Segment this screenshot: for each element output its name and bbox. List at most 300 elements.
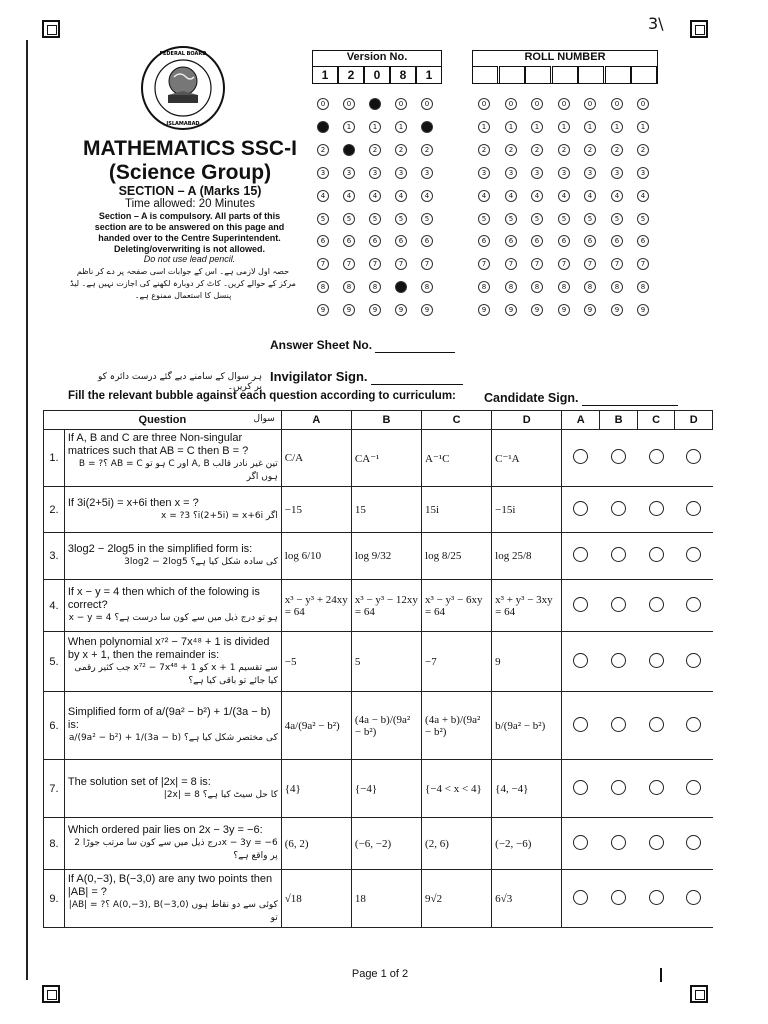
question-number: 3. (44, 533, 65, 580)
option-b-cell: x³ − y³ − 12xy = 64 (351, 580, 421, 632)
question-number: 7. (44, 760, 65, 818)
question-text: The solution set of |2x| = 8 is: (67, 775, 211, 788)
question-row (44, 632, 713, 692)
answer-b-cell (600, 632, 638, 692)
version-bubble[interactable]: 9 (343, 304, 355, 316)
version-bubble[interactable]: 0 (421, 98, 433, 110)
question-text-cell (64, 760, 281, 818)
roll-bubble[interactable]: 0 (505, 98, 517, 110)
answer-d-bubble[interactable] (686, 449, 701, 464)
roll-bubble[interactable]: 8 (584, 281, 596, 293)
answer-d-cell (675, 430, 713, 487)
answer-c-bubble[interactable] (649, 717, 664, 732)
option-c-cell: x³ − y³ − 6xy = 64 (422, 580, 492, 632)
answer-c-bubble[interactable] (649, 449, 664, 464)
version-bubble[interactable]: 1 (369, 121, 381, 133)
answer-a-cell (562, 870, 600, 928)
roll-bubble[interactable]: 6 (505, 235, 517, 247)
answer-b-cell (600, 760, 638, 818)
roll-bubble[interactable]: 4 (531, 190, 543, 202)
answer-b-bubble[interactable] (611, 717, 626, 732)
version-bubble[interactable] (369, 98, 381, 110)
answer-sheet-no-field[interactable] (375, 338, 455, 353)
version-bubble[interactable] (395, 281, 407, 293)
roll-bubble[interactable]: 5 (531, 213, 543, 225)
option-c-cell: 9√2 (422, 870, 492, 928)
roll-bubble[interactable]: 9 (531, 304, 543, 316)
option-b-cell: (4a − b)/(9a² − b²) (351, 692, 421, 760)
option-a-cell: −5 (281, 632, 351, 692)
version-bubble[interactable]: 8 (421, 281, 433, 293)
answer-sheet-no (270, 338, 455, 353)
answer-b-cell (600, 487, 638, 533)
roll-bubble[interactable]: 8 (478, 281, 490, 293)
answer-c-bubble[interactable] (649, 501, 664, 516)
answer-d-bubble[interactable] (686, 780, 701, 795)
answer-c-bubble[interactable] (649, 835, 664, 850)
question-urdu-text: جب کثیر رقمی x⁷² − 7x⁴⁸ + 1 کو x + 1 سے تقسیم کیا جائے تو باقی کیا ہے؟ (74, 662, 278, 686)
roll-bubble[interactable]: 9 (637, 304, 649, 316)
roll-bubble[interactable]: 6 (611, 235, 623, 247)
roll-bubble[interactable]: 2 (558, 144, 570, 156)
roll-bubble[interactable]: 8 (637, 281, 649, 293)
page-footer: Page 1 of 2 (351, 968, 409, 980)
version-bubble[interactable]: 9 (369, 304, 381, 316)
exam-group: (Science Group) (108, 161, 272, 184)
roll-bubble[interactable]: 1 (505, 121, 517, 133)
roll-bubble[interactable]: 5 (611, 213, 623, 225)
roll-bubble[interactable]: 0 (558, 98, 570, 110)
version-bubble[interactable]: 6 (395, 235, 407, 247)
roll-bubble[interactable]: 0 (611, 98, 623, 110)
roll-bubble[interactable]: 9 (558, 304, 570, 316)
question-text: Which ordered pair lies on 2x − 3y = −6: (67, 824, 263, 836)
answer-a-cell (562, 632, 600, 692)
roll-bubble[interactable]: 6 (531, 235, 543, 247)
roll-bubble[interactable]: 9 (505, 304, 517, 316)
version-bubble[interactable]: 7 (369, 258, 381, 270)
answer-b-bubble[interactable] (611, 547, 626, 562)
version-bubble[interactable]: 4 (421, 190, 433, 202)
answer-a-cell (562, 580, 600, 632)
question-urdu-text: |2x| = 8 کا حل سیٹ کیا ہے؟ (163, 789, 278, 800)
fill-instruction: Fill the relevant bubble against each question according to curriculum: (68, 390, 456, 402)
answer-d-cell (675, 487, 713, 533)
version-bubble[interactable]: 4 (317, 190, 329, 202)
answer-b-bubble[interactable] (611, 501, 626, 516)
answer-b-cell (600, 818, 638, 870)
urdu-instructions: حصہ اول لازمی ہے۔ اس کے جوابات اسی صفحہ پر دے کر ناظم مرکز کے حوالے کریں۔ کاٹ کر دوبارہ لکھنے کی اجازت نہیں ہے۔ لیڈ پنسل کا استعمال ممنوع ہے۔ (70, 267, 296, 300)
answer-a-bubble[interactable] (573, 597, 588, 612)
option-c-cell: −7 (422, 632, 492, 692)
answer-c-bubble[interactable] (649, 597, 664, 612)
question-text: Simplified form of a/(9a² − b²) + 1/(3a − b) is: (67, 706, 271, 731)
handwritten-corner-note: 3\ (648, 14, 664, 33)
version-bubble[interactable]: 3 (317, 167, 329, 179)
version-bubble[interactable]: 2 (421, 144, 433, 156)
version-bubble[interactable]: 5 (317, 213, 329, 225)
roll-bubble[interactable]: 9 (584, 304, 596, 316)
question-number: 9. (44, 870, 65, 928)
answer-c-bubble[interactable] (649, 653, 664, 668)
answer-d-bubble[interactable] (686, 717, 701, 732)
roll-bubble[interactable]: 7 (505, 258, 517, 270)
option-a-cell: log 6/10 (281, 533, 351, 580)
answer-d-bubble[interactable] (686, 597, 701, 612)
question-row (44, 692, 713, 760)
svg-text:FEDERAL BOARD: FEDERAL BOARD (159, 51, 207, 57)
roll-bubble[interactable]: 5 (637, 213, 649, 225)
version-bubble[interactable]: 4 (369, 190, 381, 202)
answer-b-bubble[interactable] (611, 780, 626, 795)
version-bubble[interactable]: 2 (395, 144, 407, 156)
option-b-cell: log 9/32 (351, 533, 421, 580)
roll-bubble[interactable]: 6 (584, 235, 596, 247)
version-bubble[interactable]: 5 (369, 213, 381, 225)
question-text-cell (64, 533, 281, 580)
question-text-cell (64, 632, 281, 692)
question-text: If A, B and C are three Non-singular matrices such that AB = C then B = ? (67, 432, 249, 457)
answer-c-bubble[interactable] (649, 890, 664, 905)
question-urdu-text: x − y = 4 ہو تو درج ذیل میں سے کون سا درست ہے؟ (68, 613, 278, 623)
roll-bubble[interactable]: 1 (558, 121, 570, 133)
roll-bubble[interactable]: 8 (611, 281, 623, 293)
version-digit-cell: 1 (312, 66, 338, 84)
registration-mark-bottom-right (690, 985, 708, 1003)
answer-sheet-label: Answer Sheet No. (270, 338, 373, 352)
answer-d-bubble[interactable] (686, 653, 701, 668)
option-d-cell: x³ + y³ − 3xy = 64 (492, 580, 562, 632)
roll-bubble[interactable]: 7 (478, 258, 490, 270)
option-a-cell: x³ − y³ + 24xy = 64 (281, 580, 351, 632)
version-bubble[interactable]: 5 (421, 213, 433, 225)
version-bubble[interactable]: 3 (395, 167, 407, 179)
answer-a-cell (562, 487, 600, 533)
version-bubble[interactable]: 6 (317, 235, 329, 247)
question-row (44, 580, 713, 632)
exam-title: MATHEMATICS SSC-I (83, 137, 297, 160)
invigilator-sign (270, 369, 463, 385)
roll-bubble[interactable]: 4 (505, 190, 517, 202)
answer-b-cell (600, 870, 638, 928)
version-bubble[interactable]: 1 (395, 121, 407, 133)
version-bubble[interactable]: 4 (343, 190, 355, 202)
roll-bubble[interactable]: 5 (505, 213, 517, 225)
version-bubble[interactable]: 9 (317, 304, 329, 316)
answer-a-bubble[interactable] (573, 890, 588, 905)
option-d-cell: 9 (492, 632, 562, 692)
option-a-cell: −15 (281, 487, 351, 533)
question-urdu-text: درج ذیل میں سے کون سا مرتب جوڑا 2x − 3y = −6 پر واقع ہے؟ (74, 838, 278, 861)
question-row (44, 818, 713, 870)
invigilator-label: Invigilator Sign. (270, 369, 368, 384)
roll-bubble[interactable]: 4 (637, 190, 649, 202)
roll-digit-cell[interactable] (605, 66, 631, 84)
roll-bubble[interactable]: 8 (531, 281, 543, 293)
roll-bubble[interactable]: 1 (531, 121, 543, 133)
answer-a-bubble[interactable] (573, 449, 588, 464)
option-d-header: D (492, 411, 562, 430)
option-d-cell: 6√3 (492, 870, 562, 928)
version-digit-cell: 1 (416, 66, 442, 84)
roll-bubble[interactable]: 4 (558, 190, 570, 202)
version-bubble[interactable]: 3 (421, 167, 433, 179)
roll-bubble[interactable]: 7 (558, 258, 570, 270)
answer-c-cell (637, 430, 675, 487)
roll-bubble[interactable]: 6 (558, 235, 570, 247)
roll-bubble[interactable]: 0 (637, 98, 649, 110)
answer-c-bubble[interactable] (649, 780, 664, 795)
roll-bubble[interactable]: 8 (505, 281, 517, 293)
question-urdu-text: B = ?؟ AB = C ہو تو C اور A, B تین غیر نادر قالب ہوں اگر (78, 459, 278, 482)
question-text-cell (64, 870, 281, 928)
version-bubble[interactable]: 1 (343, 121, 355, 133)
roll-bubble[interactable]: 1 (584, 121, 596, 133)
roll-bubble[interactable]: 7 (531, 258, 543, 270)
answer-a-bubble[interactable] (573, 653, 588, 668)
answer-d-cell (675, 533, 713, 580)
answer-a-cell (562, 818, 600, 870)
version-bubble[interactable]: 3 (343, 167, 355, 179)
answer-c-header: C (637, 411, 675, 430)
roll-digit-cell[interactable] (552, 66, 578, 84)
roll-bubble[interactable]: 1 (478, 121, 490, 133)
roll-bubble[interactable]: 7 (584, 258, 596, 270)
roll-bubble[interactable]: 0 (531, 98, 543, 110)
roll-digit-cell[interactable] (525, 66, 551, 84)
question-text: If x − y = 4 then which of the folowing is correct? (67, 586, 260, 611)
answer-c-cell (637, 818, 675, 870)
answer-d-cell (675, 870, 713, 928)
roll-bubble[interactable]: 2 (611, 144, 623, 156)
roll-bubble[interactable]: 6 (478, 235, 490, 247)
candidate-label: Candidate Sign. (484, 391, 579, 405)
option-c-cell: (2, 6) (422, 818, 492, 870)
question-number: 5. (44, 632, 65, 692)
candidate-sign-field[interactable] (582, 391, 678, 406)
answer-c-cell (637, 533, 675, 580)
roll-bubble[interactable]: 7 (611, 258, 623, 270)
version-digit-cell: 0 (364, 66, 390, 84)
option-c-header: C (422, 411, 492, 430)
left-margin-line (26, 40, 28, 980)
option-a-cell: C/A (281, 430, 351, 487)
question-row (44, 870, 713, 928)
question-urdu-text: x = ?؟ 3i(2+5i) = x+6i اگر (161, 510, 278, 521)
svg-text:ISLAMABAD: ISLAMABAD (166, 121, 200, 127)
roll-bubble[interactable]: 3 (637, 167, 649, 179)
version-bubble[interactable]: 5 (343, 213, 355, 225)
answer-b-bubble[interactable] (611, 653, 626, 668)
version-bubble[interactable]: 2 (317, 144, 329, 156)
version-bubble[interactable]: 0 (395, 98, 407, 110)
answer-c-cell (637, 692, 675, 760)
answer-b-cell (600, 430, 638, 487)
registration-mark-top-left (42, 20, 60, 38)
answer-a-bubble[interactable] (573, 501, 588, 516)
answer-b-cell (600, 580, 638, 632)
roll-bubble[interactable]: 6 (637, 235, 649, 247)
roll-bubble[interactable]: 3 (611, 167, 623, 179)
roll-bubble[interactable]: 9 (611, 304, 623, 316)
roll-bubble[interactable]: 2 (478, 144, 490, 156)
answer-c-cell (637, 487, 675, 533)
option-a-cell: {4} (281, 760, 351, 818)
question-urdu-text: 3log2 − 2log5 کی سادہ شکل کیا ہے؟ (124, 557, 278, 567)
roll-bubble[interactable]: 4 (584, 190, 596, 202)
question-header (44, 411, 282, 430)
roll-bubble[interactable]: 7 (637, 258, 649, 270)
answer-d-header: D (675, 411, 713, 430)
option-b-header: B (351, 411, 421, 430)
version-bubble[interactable]: 8 (369, 281, 381, 293)
roll-bubble[interactable]: 3 (584, 167, 596, 179)
answer-a-cell (562, 430, 600, 487)
question-text-cell (64, 692, 281, 760)
option-a-cell: (6, 2) (281, 818, 351, 870)
option-c-cell: 15i (422, 487, 492, 533)
question-row (44, 533, 713, 580)
time-allowed: Time allowed: 20 Minutes (125, 198, 255, 210)
roll-bubble[interactable]: 2 (584, 144, 596, 156)
question-text: If 3i(2+5i) = x+6i then x = ? (67, 496, 199, 509)
option-d-cell: b/(9a² − b²) (492, 692, 562, 760)
option-d-cell: {4, −4} (492, 760, 562, 818)
candidate-sign (484, 391, 678, 406)
version-digit-cell: 8 (390, 66, 416, 84)
option-b-cell: 18 (351, 870, 421, 928)
section-instructions: Section – A is compulsory. All parts of this section are to be answered on this page and handed over to the Centre Superintendent. Deleting/overwriting is not allowed. (94, 211, 285, 254)
question-text-cell (64, 818, 281, 870)
invigilator-sign-field[interactable] (371, 369, 463, 385)
version-bubble[interactable] (421, 121, 433, 133)
answer-a-cell (562, 760, 600, 818)
version-bubble[interactable]: 6 (421, 235, 433, 247)
version-bubble[interactable]: 7 (343, 258, 355, 270)
roll-bubble[interactable]: 0 (584, 98, 596, 110)
roll-bubble[interactable]: 1 (611, 121, 623, 133)
option-c-cell: log 8/25 (422, 533, 492, 580)
question-row (44, 430, 713, 487)
answer-b-bubble[interactable] (611, 449, 626, 464)
answer-a-bubble[interactable] (573, 780, 588, 795)
answer-b-bubble[interactable] (611, 835, 626, 850)
question-row (44, 487, 713, 533)
option-b-cell: 5 (351, 632, 421, 692)
roll-bubble[interactable]: 2 (505, 144, 517, 156)
question-number: 2. (44, 487, 65, 533)
answer-d-bubble[interactable] (686, 890, 701, 905)
question-text: If A(0,−3), B(−3,0) are any two points then |AB| = ? (67, 872, 273, 898)
answer-a-bubble[interactable] (573, 835, 588, 850)
roll-bubble[interactable]: 5 (558, 213, 570, 225)
roll-bubble[interactable]: 3 (478, 167, 490, 179)
version-bubble[interactable]: 7 (317, 258, 329, 270)
answer-b-bubble[interactable] (611, 890, 626, 905)
section-heading: SECTION – A (Marks 15) (118, 184, 262, 198)
roll-bubble[interactable]: 3 (558, 167, 570, 179)
version-bubble[interactable]: 6 (369, 235, 381, 247)
roll-digit-cell[interactable] (472, 66, 498, 84)
answer-a-bubble[interactable] (573, 547, 588, 562)
roll-title: ROLL NUMBER (524, 51, 606, 63)
version-bubble[interactable]: 8 (343, 281, 355, 293)
version-bubble[interactable]: 9 (421, 304, 433, 316)
roll-bubble[interactable]: 5 (584, 213, 596, 225)
footer-tick-mark (660, 968, 662, 982)
version-bubble[interactable]: 4 (395, 190, 407, 202)
version-bubble[interactable]: 7 (421, 258, 433, 270)
board-logo-seal (140, 45, 226, 131)
roll-bubble[interactable]: 3 (505, 167, 517, 179)
option-b-cell: (−6, −2) (351, 818, 421, 870)
answer-c-bubble[interactable] (649, 547, 664, 562)
version-bubble[interactable] (343, 144, 355, 156)
version-bubble[interactable]: 0 (343, 98, 355, 110)
roll-bubble[interactable]: 4 (478, 190, 490, 202)
answer-d-cell (675, 580, 713, 632)
version-bubble[interactable]: 0 (317, 98, 329, 110)
answer-b-bubble[interactable] (611, 597, 626, 612)
answer-c-cell (637, 632, 675, 692)
answer-d-bubble[interactable] (686, 835, 701, 850)
version-digit-cell: 2 (338, 66, 364, 84)
roll-bubble[interactable]: 4 (611, 190, 623, 202)
answer-b-header: B (600, 411, 638, 430)
roll-bubble[interactable]: 8 (558, 281, 570, 293)
version-bubble[interactable] (317, 121, 329, 133)
roll-bubble[interactable]: 3 (531, 167, 543, 179)
roll-bubble[interactable]: 1 (637, 121, 649, 133)
option-c-cell: A⁻¹C (422, 430, 492, 487)
question-text: When polynomial x⁷² − 7x⁴⁸ + 1 is divided by x + 1, then the remainder is: (67, 635, 270, 661)
roll-bubble[interactable]: 2 (531, 144, 543, 156)
roll-bubble[interactable]: 2 (637, 144, 649, 156)
version-bubble[interactable]: 8 (317, 281, 329, 293)
option-c-cell: (4a + b)/(9a² − b²) (422, 692, 492, 760)
roll-digit-cell[interactable] (499, 66, 525, 84)
question-number: 6. (44, 692, 65, 760)
roll-digit-cell[interactable] (578, 66, 604, 84)
answer-d-cell (675, 692, 713, 760)
answer-b-cell (600, 533, 638, 580)
version-bubble[interactable]: 6 (343, 235, 355, 247)
table-header-row (44, 411, 713, 430)
version-bubble[interactable]: 7 (395, 258, 407, 270)
version-bubble[interactable]: 2 (369, 144, 381, 156)
answer-d-bubble[interactable] (686, 547, 701, 562)
roll-bubble[interactable]: 0 (478, 98, 490, 110)
answer-c-cell (637, 870, 675, 928)
option-c-cell: {−4 < x < 4} (422, 760, 492, 818)
roll-bubble[interactable]: 5 (478, 213, 490, 225)
answer-c-cell (637, 580, 675, 632)
answer-d-bubble[interactable] (686, 501, 701, 516)
question-number: 4. (44, 580, 65, 632)
roll-digit-cell[interactable] (631, 66, 657, 84)
question-row (44, 760, 713, 818)
version-bubble[interactable]: 9 (395, 304, 407, 316)
roll-bubble[interactable]: 9 (478, 304, 490, 316)
version-bubble[interactable]: 3 (369, 167, 381, 179)
option-b-cell: 15 (351, 487, 421, 533)
urdu-bubble-hint: ہر سوال کے سامنے دیے گئے درست دائرہ کو پر کریں۔ (98, 372, 262, 392)
answer-a-bubble[interactable] (573, 717, 588, 732)
question-text-cell (64, 430, 281, 487)
option-a-header: A (281, 411, 351, 430)
question-text-cell (64, 580, 281, 632)
version-bubble[interactable]: 5 (395, 213, 407, 225)
